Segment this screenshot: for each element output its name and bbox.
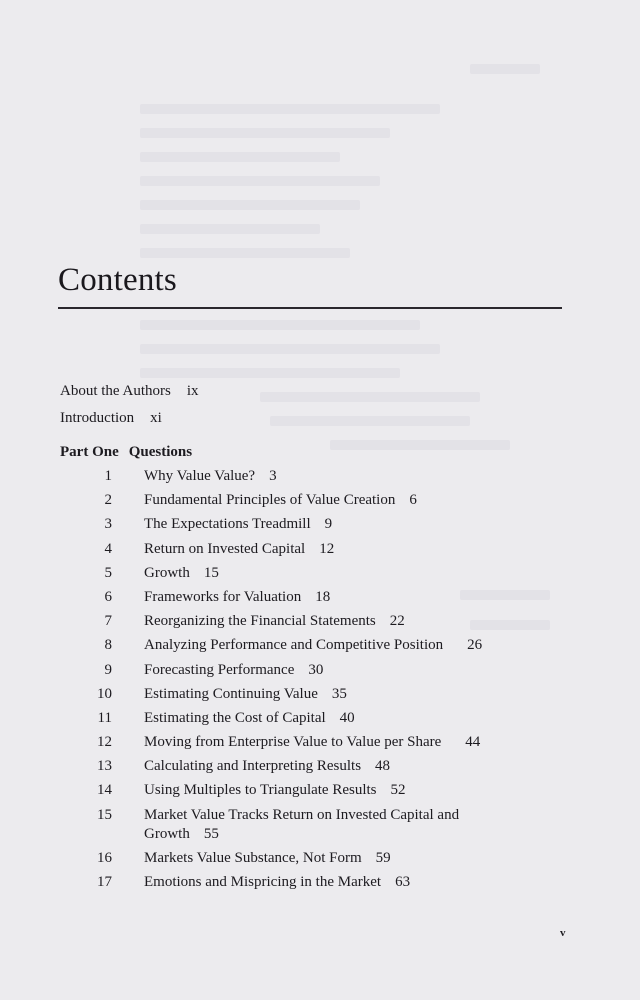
- chapter-row[interactable]: [60, 661, 580, 685]
- chapter-list: [60, 467, 580, 897]
- part-one-heading: [60, 444, 192, 461]
- chapter-row[interactable]: [60, 540, 580, 564]
- chapter-row[interactable]: [60, 515, 580, 539]
- chapter-page: 63: [395, 874, 411, 891]
- chapter-title: Estimating the Cost of Capital: [144, 709, 326, 726]
- chapter-title: Return on Invested Capital: [144, 540, 306, 557]
- chapter-number: 13: [97, 758, 112, 775]
- chapter-title: Markets Value Substance, Not Form: [144, 850, 362, 867]
- entry-page: xi: [150, 410, 162, 426]
- chapter-page: 3: [269, 468, 277, 484]
- chapter-title: Fundamental Principles of Value Creation: [144, 492, 396, 509]
- entry-page: ix: [186, 383, 199, 399]
- chapter-row[interactable]: [60, 733, 580, 757]
- chapter-page: 9: [324, 516, 333, 533]
- chapter-page: 59: [375, 850, 391, 867]
- chapter-title: Calculating and Interpreting Results: [144, 758, 362, 775]
- chapter-title: The Expectations Treadmill: [144, 516, 311, 533]
- chapter-page: 40: [339, 709, 355, 726]
- chapter-number: 1: [104, 468, 112, 484]
- chapter-title: Frameworks for Valuation: [144, 588, 302, 605]
- chapter-row[interactable]: [60, 781, 580, 805]
- chapter-row[interactable]: [60, 636, 580, 660]
- chapter-number: 4: [104, 540, 112, 557]
- entry-title: About the Authors: [60, 383, 171, 399]
- chapter-row[interactable]: [60, 685, 580, 709]
- chapter-title: Emotions and Mispricing in the Market: [144, 874, 382, 891]
- page-folio: v: [560, 927, 566, 939]
- chapter-number: 12: [97, 734, 112, 751]
- chapter-row[interactable]: [60, 757, 580, 781]
- chapter-title: Reorganizing the Financial Statements: [144, 613, 376, 630]
- chapter-number: 11: [97, 709, 112, 726]
- chapter-row[interactable]: [60, 491, 580, 515]
- chapter-title: Market Value Tracks Return on Invested Capital and Growth: [144, 806, 460, 842]
- chapter-title: Why Value Value?: [144, 468, 256, 484]
- chapter-title: Analyzing Performance and Competitive Position: [144, 637, 444, 654]
- chapter-page: 6: [409, 492, 417, 509]
- chapter-row[interactable]: [60, 873, 580, 897]
- chapter-number: 8: [104, 637, 112, 654]
- chapter-title: Using Multiples to Triangulate Results: [144, 782, 377, 799]
- chapter-number: 17: [97, 874, 112, 891]
- chapter-number: 5: [104, 564, 112, 581]
- toc-entry-about-authors[interactable]: [60, 382, 199, 401]
- toc-entry-introduction[interactable]: [60, 409, 162, 428]
- chapter-page: 26: [467, 637, 483, 654]
- chapter-page: 12: [319, 540, 335, 557]
- part-label: Part One: [60, 444, 119, 460]
- chapter-page: 18: [315, 588, 331, 605]
- entry-title: Introduction: [60, 410, 135, 426]
- chapter-row[interactable]: [60, 806, 580, 849]
- part-title: Questions: [128, 444, 193, 460]
- chapter-title: Estimating Continuing Value: [144, 685, 318, 702]
- chapter-page: 30: [308, 661, 324, 678]
- chapter-row[interactable]: [60, 612, 580, 636]
- chapter-number: 2: [104, 492, 112, 509]
- chapter-number: 7: [104, 613, 112, 630]
- chapter-row[interactable]: [60, 588, 580, 612]
- chapter-number: 9: [104, 661, 112, 678]
- chapter-number: 10: [97, 685, 112, 702]
- chapter-row[interactable]: [60, 564, 580, 588]
- chapter-number: 14: [97, 782, 112, 799]
- chapter-number: 16: [97, 850, 112, 867]
- chapter-page: 22: [389, 613, 405, 630]
- chapter-row[interactable]: [60, 709, 580, 733]
- chapter-page: 52: [390, 782, 406, 799]
- chapter-row[interactable]: [60, 849, 580, 873]
- contents-heading: Contents: [58, 262, 177, 298]
- chapter-page: 55: [203, 825, 219, 842]
- chapter-page: 35: [331, 685, 347, 702]
- chapter-title: Forecasting Performance: [144, 661, 295, 678]
- chapter-page: 48: [375, 758, 391, 775]
- chapter-title: Moving from Enterprise Value to Value per Share: [144, 734, 442, 751]
- chapter-number: 3: [104, 516, 112, 533]
- heading-rule: [58, 307, 562, 309]
- chapter-row[interactable]: [60, 467, 580, 491]
- chapter-number: 6: [104, 588, 112, 605]
- chapter-title: Growth: [144, 564, 190, 581]
- chapter-number: 15: [97, 806, 112, 823]
- chapter-page: 15: [203, 564, 219, 581]
- chapter-page: 44: [465, 734, 481, 751]
